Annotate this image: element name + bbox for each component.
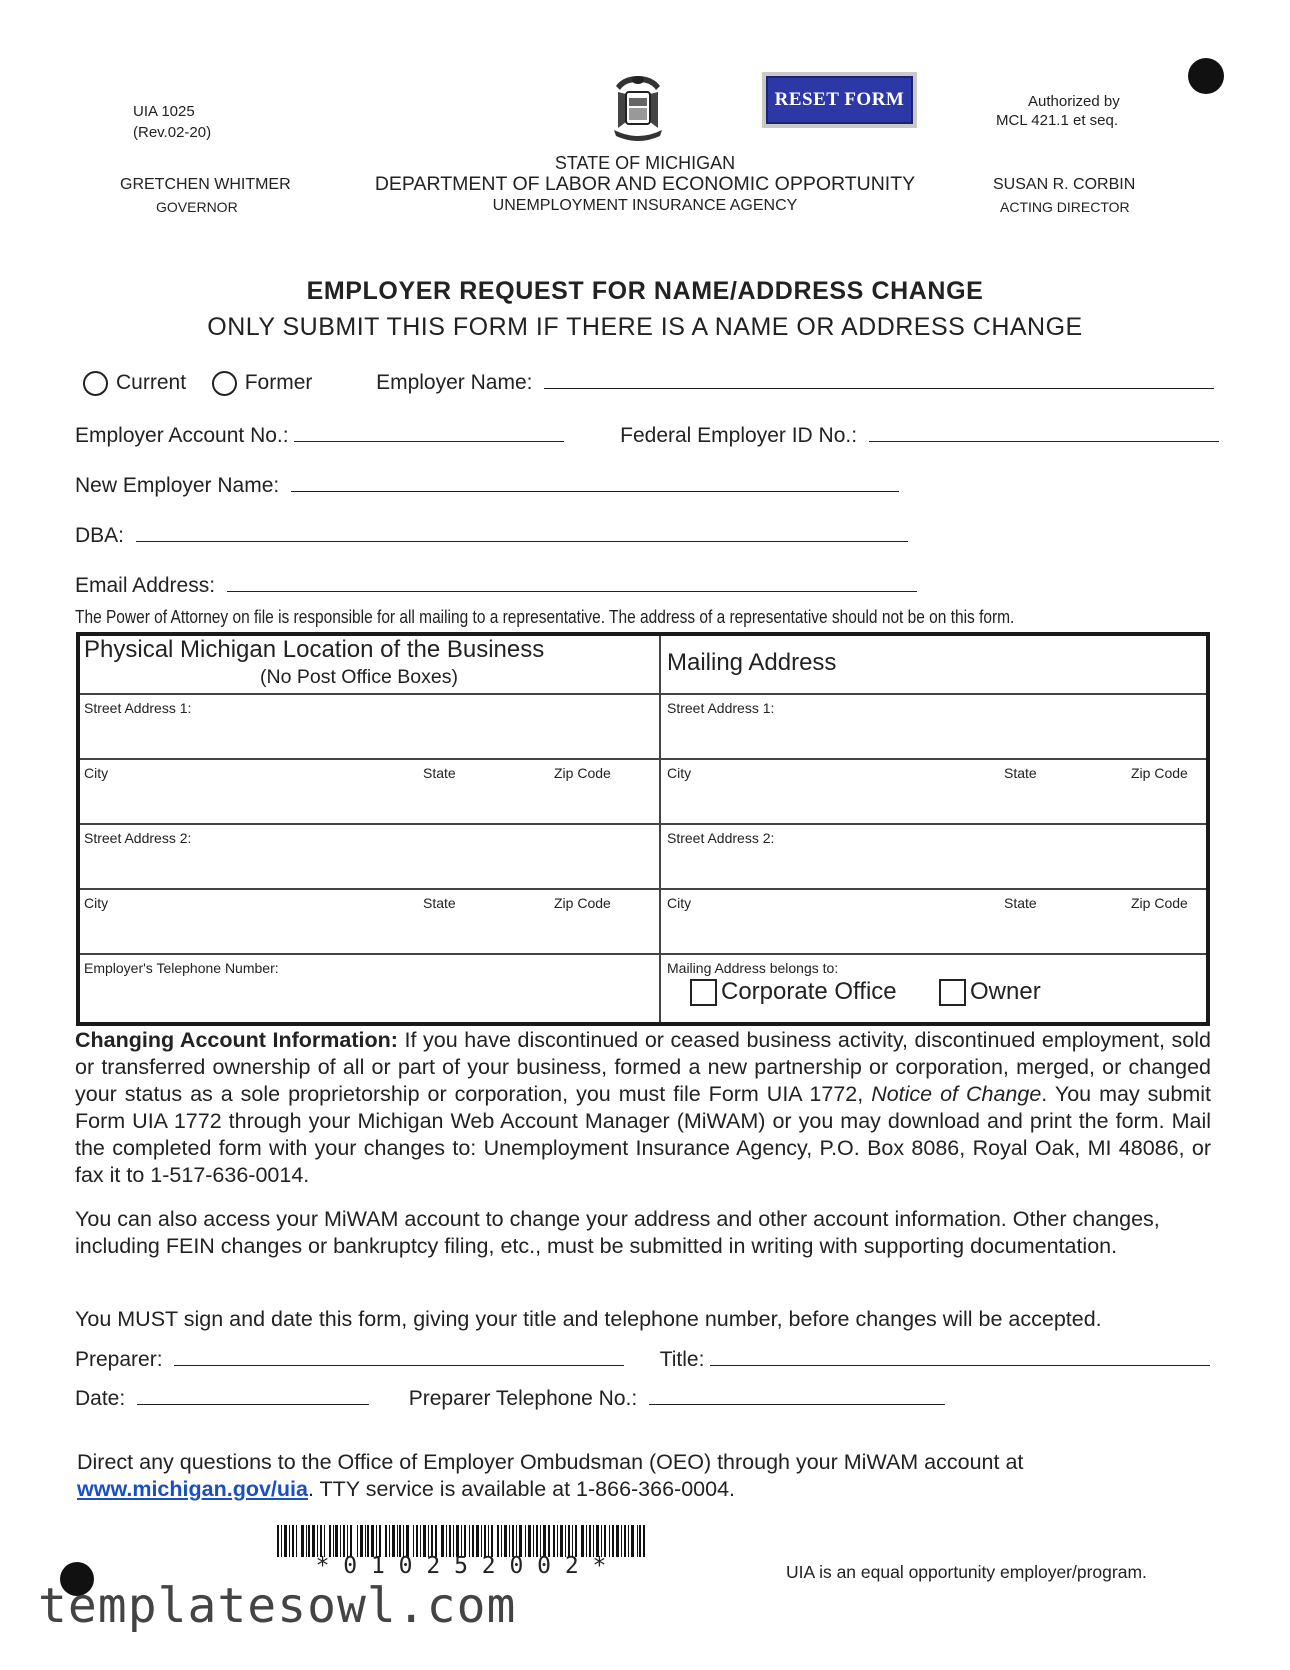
table-rule bbox=[80, 823, 1206, 825]
corporate-office-option bbox=[690, 978, 897, 1006]
email-label: Email Address: bbox=[75, 574, 216, 597]
physical-state1-label: State bbox=[423, 765, 456, 781]
physical-location-subtitle: (No Post Office Boxes) bbox=[260, 666, 458, 688]
physical-city2-input[interactable] bbox=[84, 913, 654, 949]
account-row bbox=[75, 423, 1219, 448]
fein-label: Federal Employer ID No.: bbox=[620, 424, 858, 447]
account-no-label: Employer Account No.: bbox=[75, 424, 289, 447]
current-label: Current bbox=[116, 371, 187, 394]
state-seal-icon bbox=[606, 72, 670, 144]
governor-name: GRETCHEN WHITMER bbox=[120, 176, 291, 193]
preparer-phone-input[interactable] bbox=[649, 1386, 945, 1405]
employer-name-row bbox=[83, 370, 1214, 396]
physical-street1-input[interactable] bbox=[84, 718, 654, 754]
mailing-city2-label: City bbox=[667, 895, 692, 911]
date-label: Date: bbox=[75, 1387, 126, 1410]
title-label: Title: bbox=[659, 1348, 705, 1371]
owner-label: Owner bbox=[970, 978, 1041, 1005]
department-name: DEPARTMENT OF LABOR AND ECONOMIC OPPORTUNITY bbox=[374, 173, 916, 195]
physical-location-title: Physical Michigan Location of the Business bbox=[84, 636, 545, 663]
physical-street2-label: Street Address 2: bbox=[84, 830, 192, 846]
tty-text: . TTY service is available at 1-866-366-0004. bbox=[307, 1477, 736, 1501]
corporate-office-label: Corporate Office bbox=[721, 978, 897, 1005]
signature-instruction: You MUST sign and date this form, giving your title and telephone number, before changes will be accepted. bbox=[75, 1307, 1102, 1331]
preparer-label: Preparer: bbox=[75, 1348, 163, 1371]
physical-city2-label: City bbox=[84, 895, 109, 911]
title-input[interactable] bbox=[710, 1347, 1210, 1366]
mailing-city1-label: City bbox=[667, 765, 692, 781]
physical-city1-label: City bbox=[84, 765, 109, 781]
physical-state2-label: State bbox=[423, 895, 456, 911]
physical-zip2-label: Zip Code bbox=[554, 895, 611, 911]
registration-mark-top bbox=[1188, 58, 1224, 94]
poa-note: The Power of Attorney on file is responsible for all mailing to a representative. The address of a representative should not be on this form. bbox=[75, 607, 1015, 627]
physical-street1-label: Street Address 1: bbox=[84, 700, 192, 716]
employer-name-label: Employer Name: bbox=[376, 371, 533, 394]
physical-street2-input[interactable] bbox=[84, 848, 654, 884]
owner-option bbox=[939, 978, 1041, 1006]
changing-account-text-b: . You may submit Form UIA 1772 through your Michigan Web Account Manager (MiWAM) or you may download and print the form. Mail the completed form with your changes to: Unemployment Insurance Agency, P.O. Box 8086, Royal Oak, MI 48086, or fax it to 1-517-636-0014. bbox=[75, 1082, 1211, 1187]
director-title: ACTING DIRECTOR bbox=[1000, 199, 1130, 215]
dba-row bbox=[75, 523, 908, 548]
mailing-street1-input[interactable] bbox=[667, 718, 1197, 754]
equal-opportunity-note: UIA is an equal opportunity employer/program. bbox=[786, 1562, 1147, 1582]
changing-account-info bbox=[75, 1027, 1211, 1189]
address-table bbox=[76, 632, 1210, 1026]
authorized-by: Authorized by bbox=[1028, 93, 1120, 110]
mailing-zip2-label: Zip Code bbox=[1131, 895, 1188, 911]
mailing-address-title: Mailing Address bbox=[667, 649, 837, 676]
email-row bbox=[75, 573, 917, 598]
preparer-input[interactable] bbox=[174, 1347, 624, 1366]
date-row bbox=[75, 1386, 945, 1411]
dba-label: DBA: bbox=[75, 524, 125, 547]
preparer-row bbox=[75, 1347, 1210, 1372]
table-rule bbox=[80, 888, 1206, 890]
questions-paragraph bbox=[77, 1449, 1197, 1503]
changing-account-text-a: If you have discontinued or ceased business activity, discontinued employment, sold or transferred ownership of all or part of your business, formed a new partnership or corporation, merged, or changed your status as a sole proprietorship or corporation, you must file Form UIA 1772, bbox=[75, 1028, 1211, 1106]
physical-zip1-label: Zip Code bbox=[554, 765, 611, 781]
miwam-info: You can also access your MiWAM account to change your address and other account information. Other changes, including FEIN changes or bankruptcy filing, etc., must be submitted in writing with supporting documentation. bbox=[75, 1207, 1160, 1258]
new-employer-name-label: New Employer Name: bbox=[75, 474, 280, 497]
uia-website-link[interactable]: www.michigan.gov/uia bbox=[77, 1477, 308, 1501]
governor-title: GOVERNOR bbox=[156, 199, 238, 215]
mailing-city2-input[interactable] bbox=[667, 913, 1197, 949]
authorized-law: MCL 421.1 et seq. bbox=[996, 112, 1119, 129]
questions-text: Direct any questions to the Office of Employer Ombudsman (OEO) through your MiWAM account at bbox=[77, 1450, 1024, 1474]
form-revision: (Rev.02-20) bbox=[133, 124, 212, 141]
changing-account-heading: Changing Account Information: bbox=[75, 1028, 398, 1052]
table-rule bbox=[80, 758, 1206, 760]
new-name-row bbox=[75, 473, 899, 498]
employer-name-input[interactable] bbox=[544, 370, 1214, 389]
telephone-label: Employer's Telephone Number: bbox=[84, 960, 279, 976]
mailing-belongs-label: Mailing Address belongs to: bbox=[667, 960, 839, 976]
form-id: UIA 1025 bbox=[133, 103, 195, 120]
dba-input[interactable] bbox=[136, 523, 908, 542]
form-subtitle: ONLY SUBMIT THIS FORM IF THERE IS A NAME OR ADDRESS CHANGE bbox=[207, 313, 1083, 341]
telephone-input[interactable] bbox=[84, 978, 654, 1016]
physical-city1-input[interactable] bbox=[84, 783, 654, 819]
mailing-state1-label: State bbox=[1004, 765, 1037, 781]
watermark: templatesowl.com bbox=[38, 1578, 517, 1634]
corporate-office-checkbox[interactable] bbox=[690, 979, 717, 1006]
form-title: EMPLOYER REQUEST FOR NAME/ADDRESS CHANGE bbox=[306, 277, 984, 305]
mailing-street2-label: Street Address 2: bbox=[667, 830, 775, 846]
barcode-number: * 0 1 0 2 5 2 0 0 2 * bbox=[315, 1553, 607, 1579]
owner-checkbox[interactable] bbox=[939, 979, 966, 1006]
mailing-street1-label: Street Address 1: bbox=[667, 700, 775, 716]
director-name: SUSAN R. CORBIN bbox=[993, 176, 1136, 193]
account-no-input[interactable] bbox=[294, 423, 564, 442]
mailing-zip1-label: Zip Code bbox=[1131, 765, 1188, 781]
former-label: Former bbox=[244, 371, 313, 394]
fein-input[interactable] bbox=[869, 423, 1219, 442]
agency-name: UNEMPLOYMENT INSURANCE AGENCY bbox=[492, 197, 798, 214]
preparer-phone-label: Preparer Telephone No.: bbox=[408, 1387, 638, 1410]
reset-form-button[interactable]: RESET FORM bbox=[762, 72, 917, 128]
new-employer-name-input[interactable] bbox=[291, 473, 899, 492]
notice-of-change: Notice of Change bbox=[871, 1082, 1042, 1106]
mailing-street2-input[interactable] bbox=[667, 848, 1197, 884]
table-rule bbox=[80, 693, 1206, 695]
state-name: STATE OF MICHIGAN bbox=[554, 153, 736, 173]
mailing-state2-label: State bbox=[1004, 895, 1037, 911]
table-rule bbox=[80, 953, 1206, 955]
former-radio[interactable] bbox=[212, 371, 237, 396]
current-radio[interactable] bbox=[83, 371, 108, 396]
email-input[interactable] bbox=[227, 573, 917, 592]
date-input[interactable] bbox=[137, 1386, 369, 1405]
mailing-city1-input[interactable] bbox=[667, 783, 1197, 819]
